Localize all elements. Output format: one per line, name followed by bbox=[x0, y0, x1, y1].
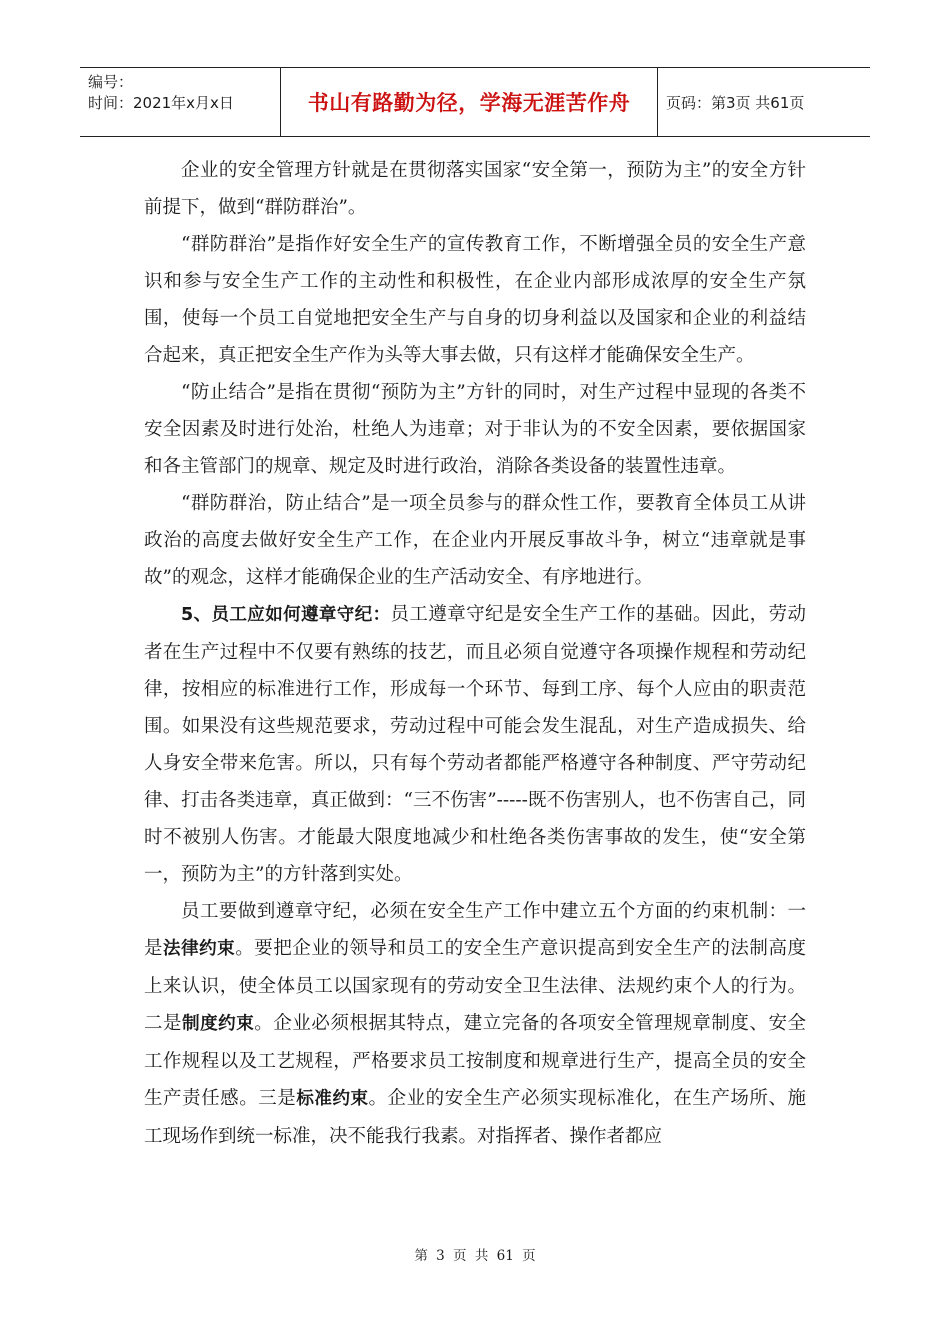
body-paragraph bbox=[144, 152, 806, 226]
body-paragraph bbox=[144, 374, 806, 485]
paragraph-text: “群防群治”是指作好安全生产的宣传教育工作，不断增强全员的安全生产意识和参与安全生产工作的主动性和积极性，在企业内部形成浓厚的安全生产氛围，使每一个员工自觉地把安全生产与自身的切身利益以及国家和企业的利益结合起来，真正把安全生产作为头等大事去做，只有这样才能确保安全生产。 bbox=[144, 234, 806, 366]
paragraph-text: “群防群治，防止结合”是一项全员参与的群众性工作，要教育全体员工从讲政治的高度去做好安全生产工作，在企业内开展反事故斗争，树立“违章就是事故”的观念，这样才能确保企业的生产活动安全、有序地进行。 bbox=[144, 493, 806, 588]
paragraph-text: 。要把企业的领导和员工的安全生产意识提高到安全生产的法制高度上来认识，使全体员工以国家现有的劳动安全卫生法律、法规约束个人的行为。二是 bbox=[144, 938, 806, 1034]
body-paragraph bbox=[144, 596, 806, 893]
bold-term: 标准约束 bbox=[296, 1089, 369, 1109]
paragraph-text: 员工遵章守纪是安全生产工作的基础。因此，劳动者在生产过程中不仅要有熟练的技艺，而且必须自觉遵守各项操作规程和劳动纪律，按相应的标准进行工作，形成每一个环节、每到工序、每个人应由的职责范围。如果没有这些规范要求，劳动过程中可能会发生混乱，对生产造成损失、给人身安全带来危害。所以，只有每个劳动者都能严格遵守各种制度、严守劳动纪律、打击各类违章，真正做到：“三不伤害”-----既不伤害别人，也不伤害自己，同时不被别人伤害。才能最大限度地减少和杜绝各类伤害事故的发生，使“安全第一，预防为主”的方针落到实处。 bbox=[144, 604, 806, 885]
paragraph-text: “防止结合”是指在贯彻“预防为主”方针的同时，对生产过程中显现的各类不安全因素及时进行处治，杜绝人为违章；对于非认为的不安全因素，要依据国家和各主管部门的规章、规定及时进行政治，消除各类设备的装置性违章。 bbox=[144, 382, 806, 477]
page-header bbox=[80, 67, 870, 137]
header-motto: 书山有路勤为径，学海无涯苦作舟 bbox=[280, 68, 658, 136]
bold-term: 5、员工应如何遵章守纪： bbox=[181, 605, 391, 625]
paragraph-text: 。企业的安全生产必须实现标准化，在生产场所、施工现场作到统一标准，决不能我行我素。对指挥者、操作者都应 bbox=[144, 1088, 806, 1147]
paragraph-text: 。企业必须根据其特点，建立完备的各项安全管理规章制度、安全工作规程以及工艺规程，严格要求员工按制度和规章进行生产，提高全员的安全生产责任感。三是 bbox=[144, 1013, 806, 1109]
paragraph-text: 员工要做到遵章守纪，必须在安全生产工作中建立五个方面的约束机制：一是 bbox=[144, 901, 806, 959]
document-body bbox=[144, 152, 806, 1155]
header-meta bbox=[80, 68, 280, 136]
header-page-info: 页码：第3页 共61页 bbox=[666, 93, 805, 112]
paragraph-text: 企业的安全管理方针就是在贯彻落实国家“安全第一，预防为主”的安全方针前提下，做到“群防群治”。 bbox=[144, 160, 806, 218]
document-date: 时间：2021年x月x日 bbox=[88, 94, 234, 112]
bold-term: 制度约束 bbox=[182, 1014, 255, 1034]
document-number-label: 编号： bbox=[88, 73, 134, 91]
body-paragraph bbox=[144, 226, 806, 374]
bold-term: 法律约束 bbox=[163, 939, 236, 959]
page-footer: 第 3 页 共 61 页 bbox=[414, 1248, 536, 1264]
body-paragraph bbox=[144, 485, 806, 596]
body-paragraph bbox=[144, 893, 806, 1155]
